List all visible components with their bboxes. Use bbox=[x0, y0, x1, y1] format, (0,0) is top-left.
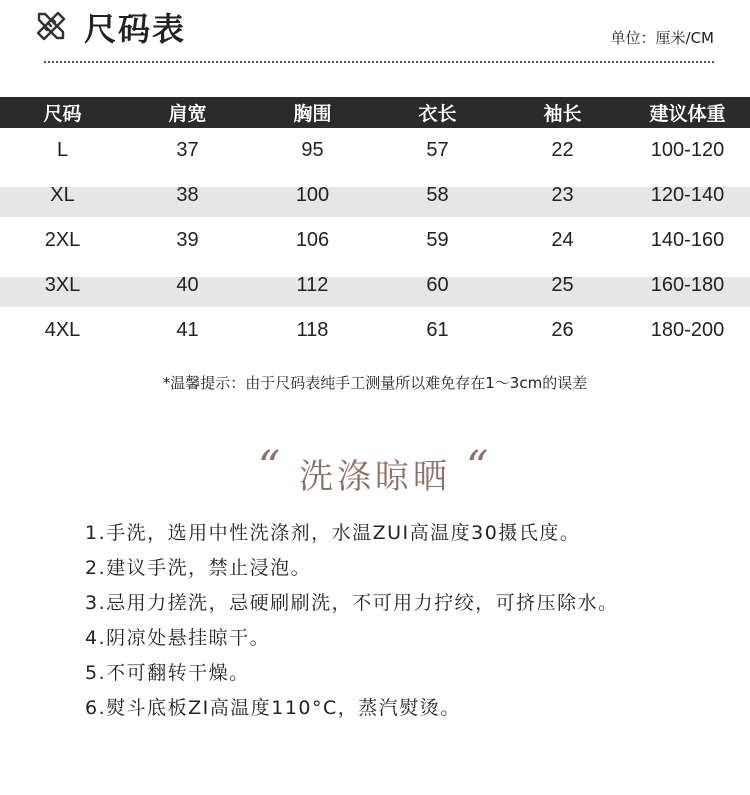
column-header: 胸围 bbox=[250, 97, 375, 128]
table-cell: 37 bbox=[176, 139, 199, 161]
table-cell: 60 bbox=[426, 274, 449, 296]
table-cell: 24 bbox=[551, 229, 574, 251]
table-cell: 39 bbox=[176, 229, 199, 251]
unit-label: 单位：厘米/CM bbox=[610, 29, 714, 47]
table-cell: 3XL bbox=[44, 274, 81, 296]
dotted-divider bbox=[44, 61, 714, 63]
table-row bbox=[0, 218, 750, 263]
size-table bbox=[0, 97, 750, 353]
table-cell: 41 bbox=[176, 319, 199, 341]
table-row bbox=[0, 173, 750, 218]
table-cell: 23 bbox=[551, 184, 574, 206]
column-header: 肩宽 bbox=[125, 97, 250, 128]
table-row bbox=[0, 263, 750, 308]
page-header bbox=[0, 0, 750, 70]
ruler-pencil-icon bbox=[34, 9, 68, 43]
table-cell: 59 bbox=[426, 229, 449, 251]
table-cell: 40 bbox=[176, 274, 199, 296]
table-cell: 140-160 bbox=[650, 229, 725, 251]
column-header: 衣长 bbox=[375, 97, 500, 128]
table-cell: 112 bbox=[296, 274, 329, 296]
table-cell: 38 bbox=[176, 184, 199, 206]
table-cell: 22 bbox=[551, 139, 574, 161]
list-item: 6.熨斗底板ZI高温度110°C，蒸汽熨烫。 bbox=[85, 697, 461, 719]
page-title: 尺码表 bbox=[84, 10, 187, 48]
table-cell: 58 bbox=[426, 184, 449, 206]
table-cell: 26 bbox=[551, 319, 574, 341]
list-item: 1.手洗，选用中性洗涤剂，水温ZUI高温度30摄氏度。 bbox=[85, 522, 581, 544]
table-cell: 100-120 bbox=[650, 139, 725, 161]
list-item: 3.忌用力搓洗，忌硬刷刷洗，不可用力拧绞，可挤压除水。 bbox=[85, 592, 619, 614]
table-cell: 2XL bbox=[44, 229, 81, 251]
list-item: 4.阴凉处悬挂晾干。 bbox=[85, 627, 271, 649]
table-cell: 4XL bbox=[44, 319, 81, 341]
table-header-row bbox=[0, 97, 750, 128]
table-cell: 180-200 bbox=[650, 319, 725, 341]
list-item: 5.不可翻转干燥。 bbox=[85, 662, 250, 684]
column-header: 建议体重 bbox=[625, 97, 750, 128]
table-row bbox=[0, 308, 750, 353]
table-row bbox=[0, 128, 750, 173]
wash-title-text: 洗涤晾晒 bbox=[299, 457, 451, 497]
wash-instructions-list bbox=[85, 518, 619, 728]
table-cell: 120-140 bbox=[650, 184, 725, 206]
table-cell: L bbox=[56, 139, 69, 161]
close-quote: “ bbox=[465, 442, 493, 493]
table-cell: 25 bbox=[551, 274, 574, 296]
column-header: 袖长 bbox=[500, 97, 625, 128]
table-cell: 100 bbox=[295, 184, 330, 206]
table-cell: 57 bbox=[426, 139, 449, 161]
wash-section-title bbox=[0, 442, 750, 499]
table-cell: 61 bbox=[426, 319, 449, 341]
measurement-note: *温馨提示：由于尺码表纯手工测量所以难免存在1～3cm的误差 bbox=[162, 374, 588, 392]
table-cell: 106 bbox=[295, 229, 330, 251]
open-quote: “ bbox=[257, 442, 285, 493]
column-header: 尺码 bbox=[0, 97, 125, 128]
table-cell: 118 bbox=[296, 319, 329, 341]
table-cell: 160-180 bbox=[650, 274, 725, 296]
table-cell: XL bbox=[50, 184, 75, 206]
table-cell: 95 bbox=[301, 139, 324, 161]
list-item: 2.建议手洗，禁止浸泡。 bbox=[85, 557, 312, 579]
